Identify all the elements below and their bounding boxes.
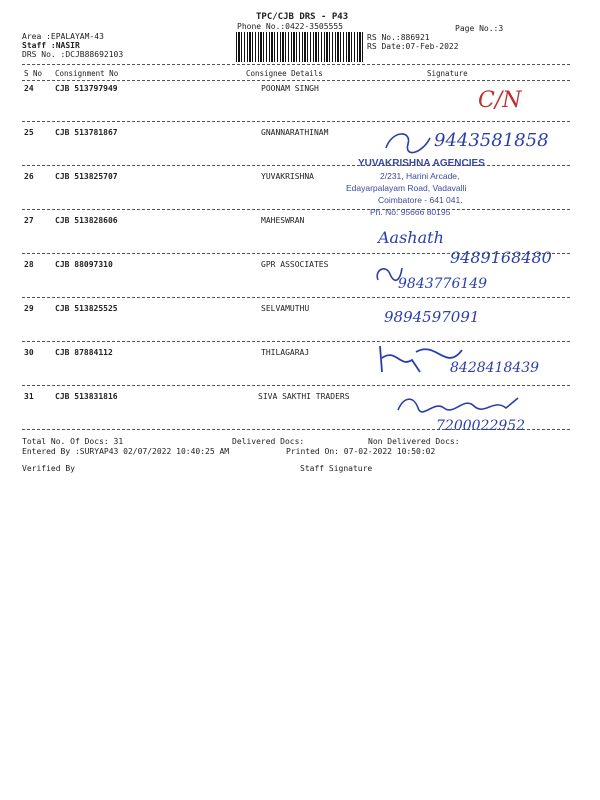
staff-field: Staff :NASIR: [22, 41, 80, 50]
row-consignee: MAHESWRAN: [261, 216, 305, 225]
row-consignee: GNANNARATHINAM: [261, 128, 329, 137]
page-number: Page No.:3: [455, 24, 504, 33]
document-title: TPC/CJB DRS - P43: [256, 12, 349, 22]
row-consignee: GPR ASSOCIATES: [261, 260, 329, 269]
handwritten-name: Aashath: [378, 228, 444, 247]
rs-date: RS Date:07-Feb-2022: [367, 42, 459, 51]
row-divider: [22, 297, 570, 298]
barcode: [236, 32, 364, 62]
row-consignment: CJB 88097310: [55, 260, 113, 269]
row-sno: 28: [24, 260, 34, 269]
row-consignee: POONAM SINGH: [261, 84, 319, 93]
row-consignment: CJB 513828606: [55, 216, 118, 225]
row-consignment: CJB 513825525: [55, 304, 118, 313]
delivered-docs: Delivered Docs:: [232, 437, 305, 446]
stamp-line: YUVAKRISHNA AGENCIES: [358, 158, 485, 169]
stamp-line: Edayarpalayam Road, Vadavalli: [346, 183, 467, 193]
col-sno: S No: [24, 69, 43, 78]
printed-on: Printed On: 07-02-2022 10:50:02: [286, 447, 436, 456]
staff-signature: Staff Signature: [300, 464, 373, 473]
row-sno: 27: [24, 216, 34, 225]
row-consignment: CJB 513831816: [55, 392, 118, 401]
handwritten-phone: 9843776149: [398, 276, 488, 292]
row-consignee: YUVAKRISHNA: [261, 172, 314, 181]
handwritten-phone: 8428418439: [450, 360, 540, 376]
row-divider: [22, 341, 570, 342]
row-sno: 24: [24, 84, 34, 93]
stamp-line: 2/231, Harini Arcade,: [380, 171, 460, 181]
row-consignment: CJB 513797949: [55, 84, 118, 93]
row-divider: [22, 385, 570, 386]
row-sno: 26: [24, 172, 34, 181]
handwritten-phone: 9489168480: [450, 248, 552, 267]
area-field: Area :EPALAYAM-43: [22, 32, 104, 41]
header-divider-top: [22, 64, 570, 65]
row-consignee: SELVAMUTHU: [261, 304, 310, 313]
col-signature: Signature: [427, 69, 468, 78]
row-sno: 29: [24, 304, 34, 313]
row-consignment: CJB 513781867: [55, 128, 118, 137]
rs-number: RS No.:886921: [367, 33, 430, 42]
entered-by: Entered By :SURYAP43 02/07/2022 10:40:25 AM: [22, 447, 230, 456]
phone-number: Phone No.:0422-3505555: [237, 22, 343, 31]
row-consignee: SIVA SAKTHI TRADERS: [258, 392, 350, 401]
signature-mark: [394, 392, 524, 418]
non-delivered-docs: Non Delivered Docs:: [368, 437, 460, 446]
stamp-line: Ph. No: 95666 80195: [370, 207, 451, 217]
drs-number: DRS No. :DCJB88692103: [22, 50, 124, 59]
stamp-line: Coimbatore - 641 041.: [378, 195, 463, 205]
row-sno: 30: [24, 348, 34, 357]
col-consignee: Consignee Details: [246, 69, 323, 78]
row-consignment: CJB 87884112: [55, 348, 113, 357]
handwritten-note: C/N: [478, 88, 522, 113]
row-consignee: THILAGARAJ: [261, 348, 310, 357]
handwritten-phone: 7200022952: [436, 418, 526, 434]
col-consignment: Consignment No: [55, 69, 119, 78]
handwritten-phone: 9443581858: [434, 130, 549, 151]
total-docs: Total No. Of Docs: 31: [22, 437, 124, 446]
row-sno: 25: [24, 128, 34, 137]
header-divider-bottom: [22, 80, 570, 81]
row-divider: [22, 121, 570, 122]
verified-by: Verified By: [22, 464, 75, 473]
handwritten-phone: 9894597091: [384, 308, 480, 326]
row-consignment: CJB 513825707: [55, 172, 118, 181]
company-stamp: [346, 156, 525, 222]
row-sno: 31: [24, 392, 34, 401]
signature-mark: [382, 128, 434, 158]
